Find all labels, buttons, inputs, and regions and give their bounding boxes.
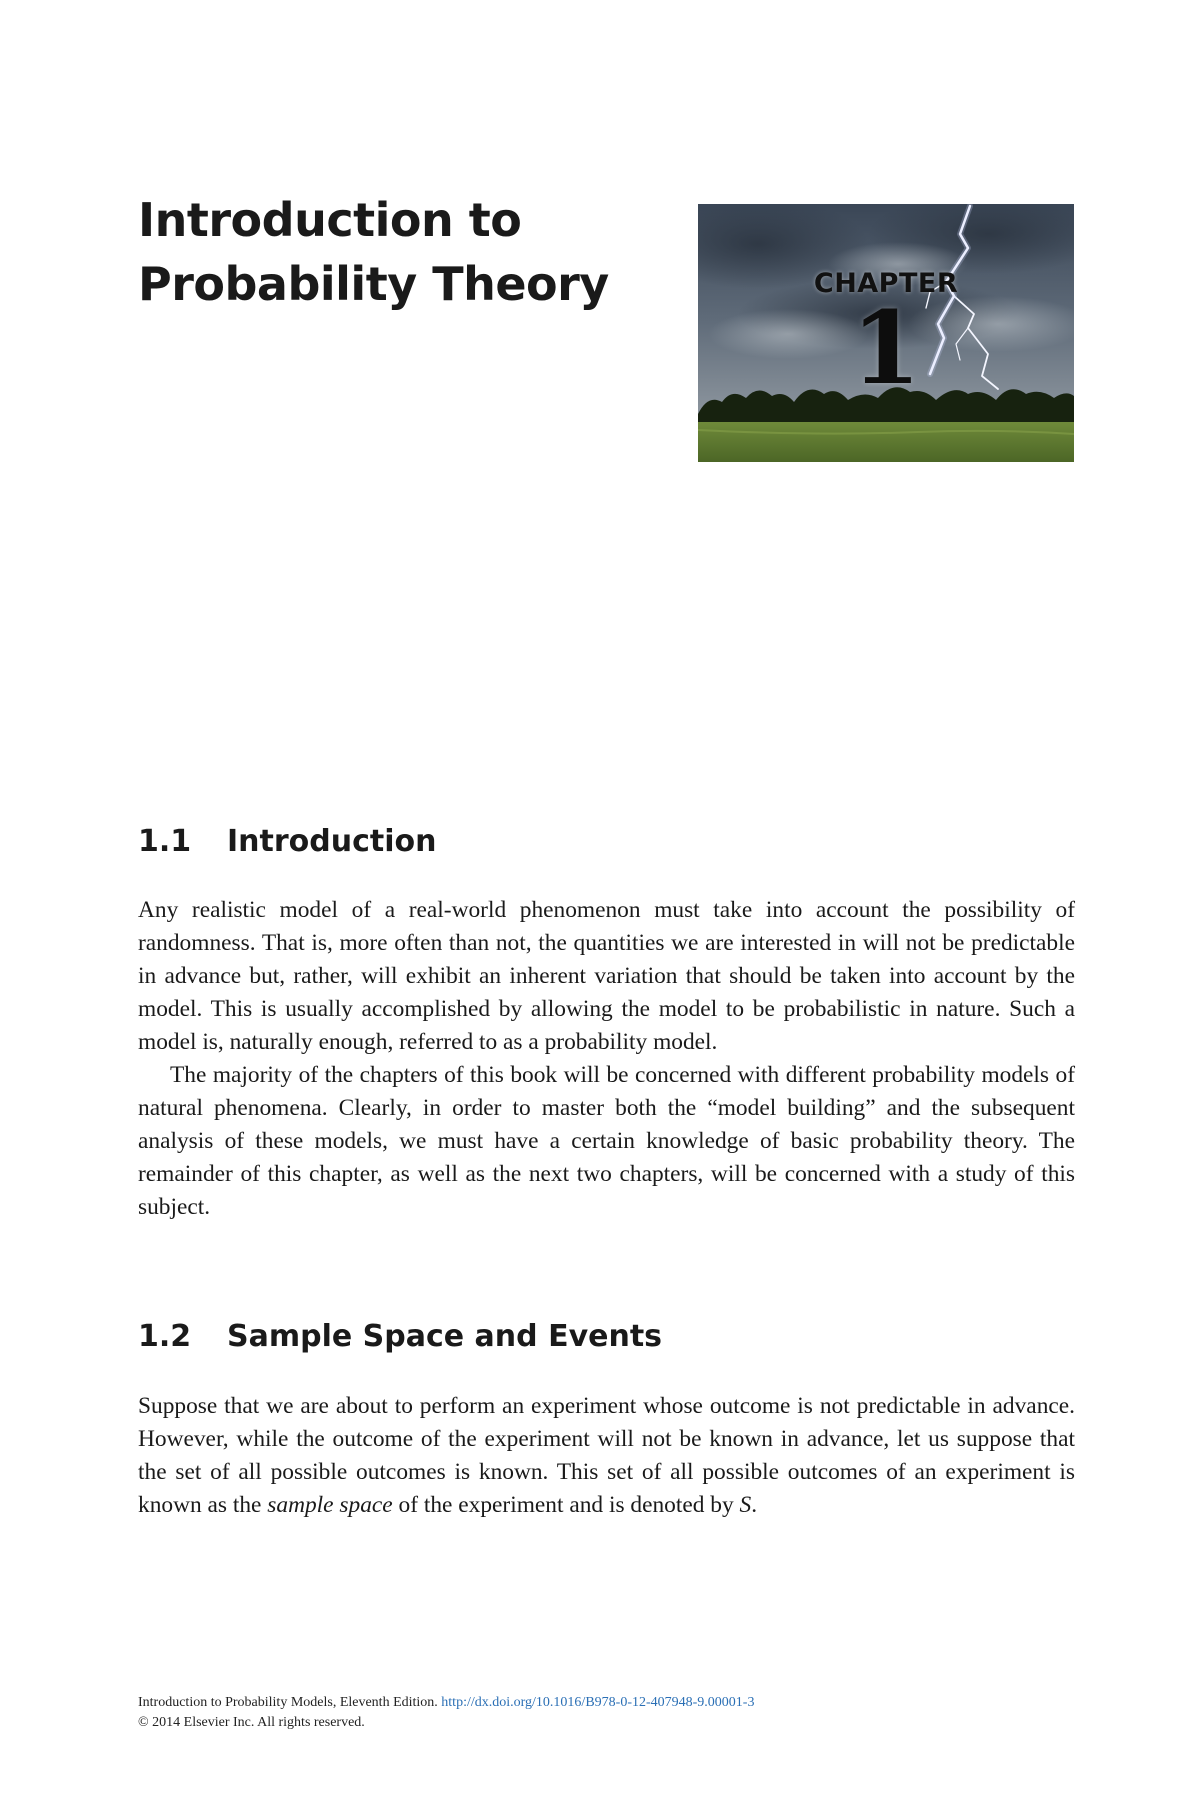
chapter-opener-image (698, 204, 1074, 462)
chapter-title-line-1: Introduction to (138, 193, 522, 247)
body-paragraph (138, 1390, 1075, 1522)
section-title: Introduction (227, 824, 437, 859)
section-heading-introduction (138, 822, 436, 862)
emphasized-term: sample space (267, 1492, 393, 1518)
chapter-number: 1 (851, 289, 921, 407)
body-paragraph: The majority of the chapters of this book will be concerned with different probability models of natural phenomena. Clearly, in order to master both the “model building” and the subsequent analysis of these models, we must have a certain knowledge of basic probability theory. The remainder of this chapter, as well as the next two chapters, will be concerned with a study of this subject. (138, 1062, 1075, 1220)
section-number: 1.2 (138, 1319, 192, 1354)
footer-copyright: © 2014 Elsevier Inc. All rights reserved. (138, 1715, 365, 1730)
paragraph-text: . (751, 1492, 758, 1518)
page-footer (138, 1693, 1078, 1733)
footer-citation: Introduction to Probability Models, Eleventh Edition. (138, 1695, 438, 1710)
doi-link[interactable]: http://dx.doi.org/10.1016/B978-0-12-407948-9.00001-3 (441, 1695, 755, 1710)
chapter-title-line-2: Probability Theory (138, 257, 609, 311)
chapter-title (138, 188, 658, 316)
chapter-label: CHAPTER (813, 268, 959, 299)
body-paragraph: Any realistic model of a real-world phenomenon must take into account the possibility of randomness. That is, more often than not, the quantities we are interested in will not be predictable in advance but, rather, will exhibit an inherent variation that should be taken into account by the model. This is usually accomplished by allowing the model to be probabilistic in nature. Such a model is, naturally enough, referred to as a probability model. (138, 897, 1075, 1055)
section-number: 1.1 (138, 824, 192, 859)
section-body-sample-space (138, 1390, 1075, 1522)
math-symbol: S (739, 1492, 752, 1518)
section-title: Sample Space and Events (227, 1319, 663, 1354)
paragraph-text: Suppose that we are about to perform an experiment whose outcome is not predictable in advance. However, while the outcome of the experiment will not be known in advance, let us suppose that the set of all possible outcomes is known. This set of all possible outcomes of an experiment is known as the (138, 1393, 1075, 1518)
paragraph-text: of the experiment and is denoted by (392, 1492, 740, 1518)
section-heading-sample-space (138, 1317, 662, 1357)
section-body-introduction (138, 894, 1075, 1224)
footer-citation-line (138, 1693, 1078, 1713)
